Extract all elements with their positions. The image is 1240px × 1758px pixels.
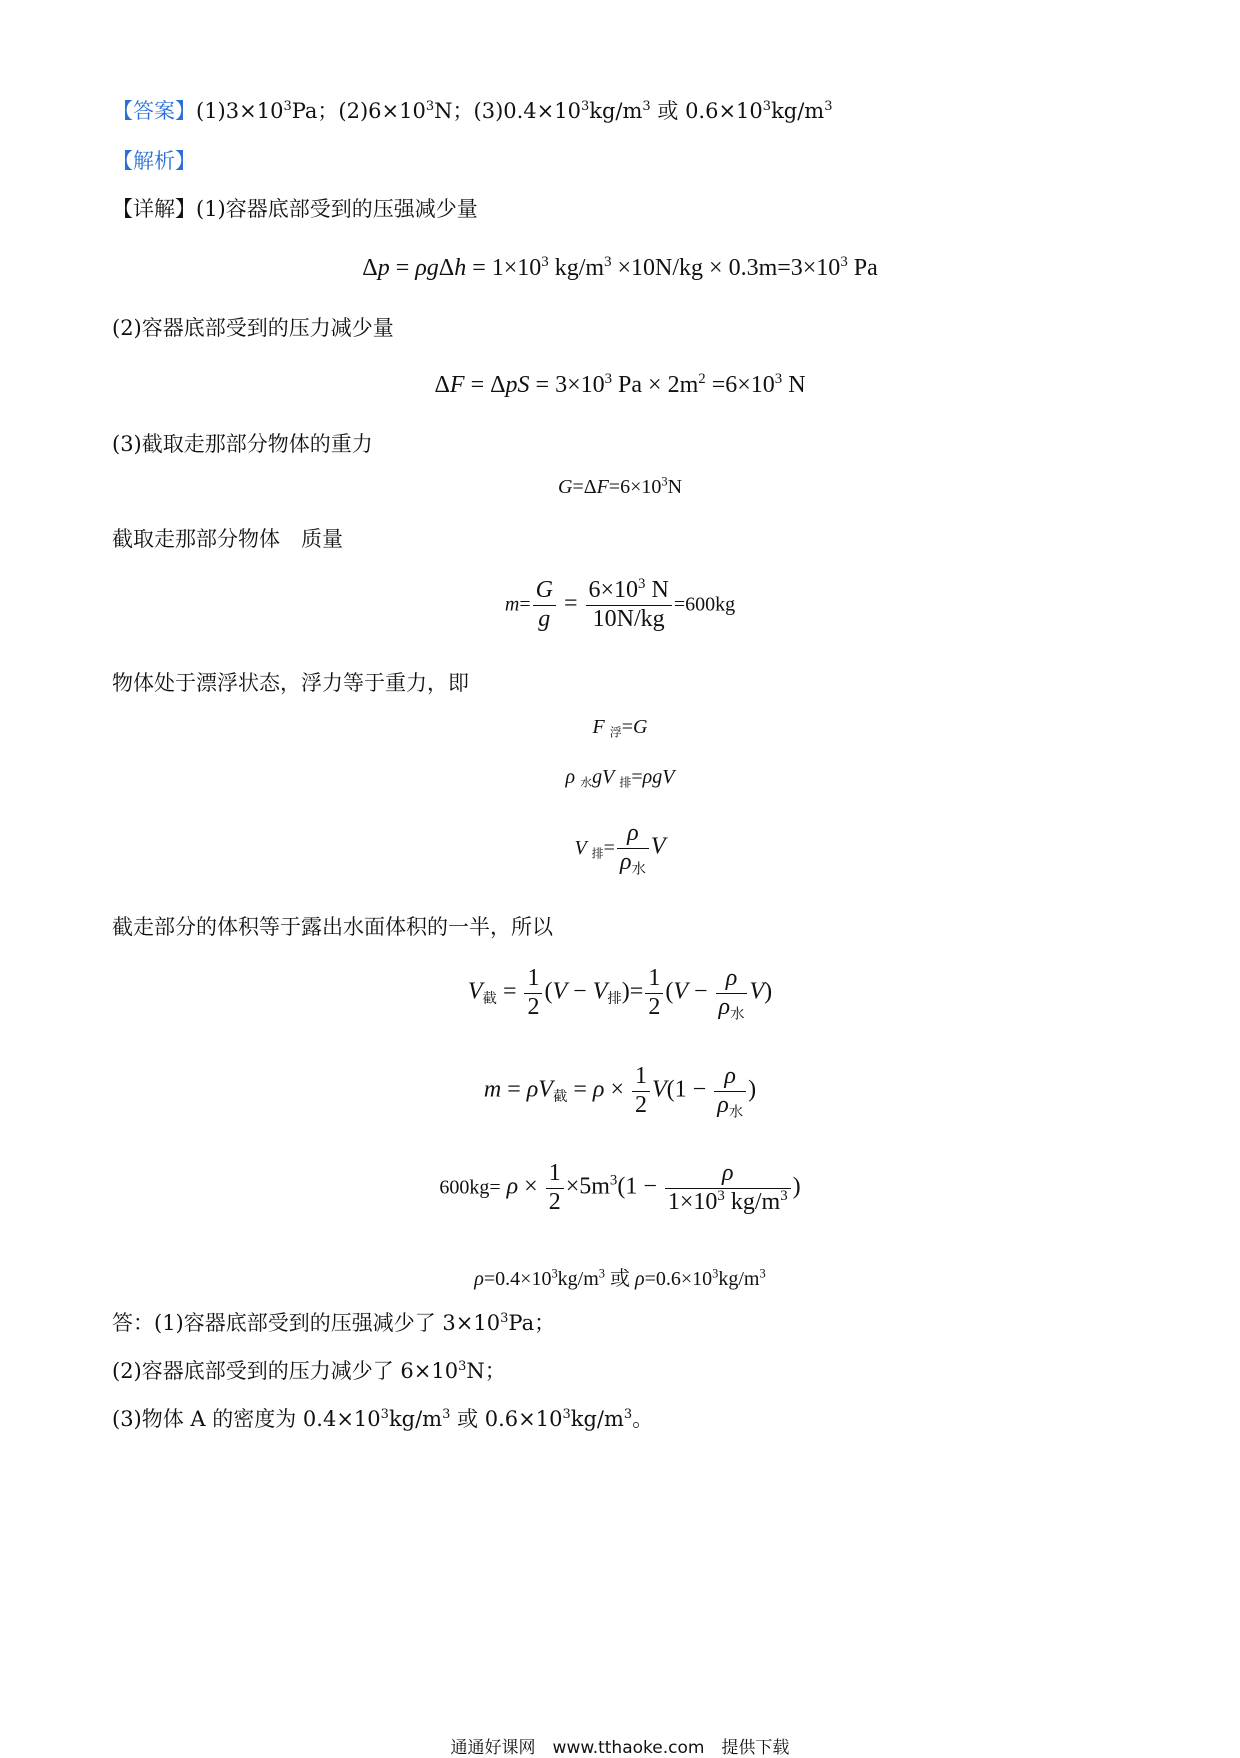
step2-text: (2)容器底部受到的压力减少量 xyxy=(112,316,394,340)
equation-force: $\Delta F = \Delta pS = 3\times 10^3$ $Pa \times 2m^2 =6\times 10^3$ N xyxy=(434,371,806,398)
step5-text: 物体处于漂浮状态，浮力等于重力，即 xyxy=(112,671,469,695)
equation-pressure: $\Delta p = \rho g\Delta h = 1\times 10^3$ $kg/m^3 \times 10N/kg \times 0.3m=3\times 10^3$ Pa xyxy=(362,254,878,281)
equation-buoyancy: F $_浮$=G xyxy=(592,716,648,740)
equation-cut-volume: $V_截$ = $\frac{1}{2}$ $(V - V_排)=$ $\frac{1}{2}$ (V − $\frac{\rho}{\rho_水}$ V) xyxy=(467,965,773,1022)
detail-line: 【详解】(1)容器底部受到的压强减少量 xyxy=(112,197,478,221)
equation-displaced-volume: V $_排$= $\frac{\rho}{\rho_水}$ V xyxy=(574,820,666,877)
detail-tag: 【详解】 xyxy=(112,197,196,221)
conclusion-2: (2)容器底部受到的压力减少了 $6\times 10^3N$； xyxy=(112,1359,506,1383)
answer-line: 【答案】$(1)3\times 10^3Pa$；$(2)6\times 10^3N$；$(3)0.4\times 10^3kg/m^3$ 或 $0.6\times 10^3kg/m^3$ xyxy=(112,99,833,123)
conclusion-1: 答：(1)容器底部受到的压强减少了 $3\times 10^3Pa$； xyxy=(112,1311,556,1335)
equation-density-balance: ρ $_水$gV $_排$=ρgV xyxy=(565,766,675,790)
equation-cut-mass: $m = \rho V_截 = \rho$ × $\frac{1}{2}$ V(1 − $\frac{\rho}{\rho_水}$ ) xyxy=(483,1063,757,1120)
answer-tag: 【答案】 xyxy=(112,99,196,123)
equation-numeric: 600kg= ρ × $\frac{1}{2}$ $\times 5m^3(1$ − $\frac{\rho}{1\times 10^3 kg/m^3}$ ) xyxy=(439,1160,801,1215)
step4-text: 截取走那部分物体 质量 xyxy=(112,527,343,551)
page-footer: 通通好课网 www.tthaoke.com 提供下载 xyxy=(450,1738,790,1758)
equation-mass: m= $\frac{G}{g}$ = $\frac{6\times 10^3 N}{10N/kg}$ =600kg xyxy=(504,576,736,632)
conclusion-3: (3)物体 A 的密度为 $0.4\times 10^3kg/m^3$ 或 $0.6\times 10^3kg/m^3$。 xyxy=(112,1407,654,1431)
step3-text: (3)截取走那部分物体的重力 xyxy=(112,432,373,456)
equation-result: $\rho=0.4\times 10^3kg/m^3$ 或 $\rho=0.6\times 10^3kg/m^3$ xyxy=(474,1266,766,1290)
step6-text: 截走部分的体积等于露出水面体积的一半，所以 xyxy=(112,915,553,939)
equation-weight: $G=\Delta F=6\times 10^3N$ xyxy=(557,474,683,498)
analysis-tag: 【解析】 xyxy=(112,149,196,173)
